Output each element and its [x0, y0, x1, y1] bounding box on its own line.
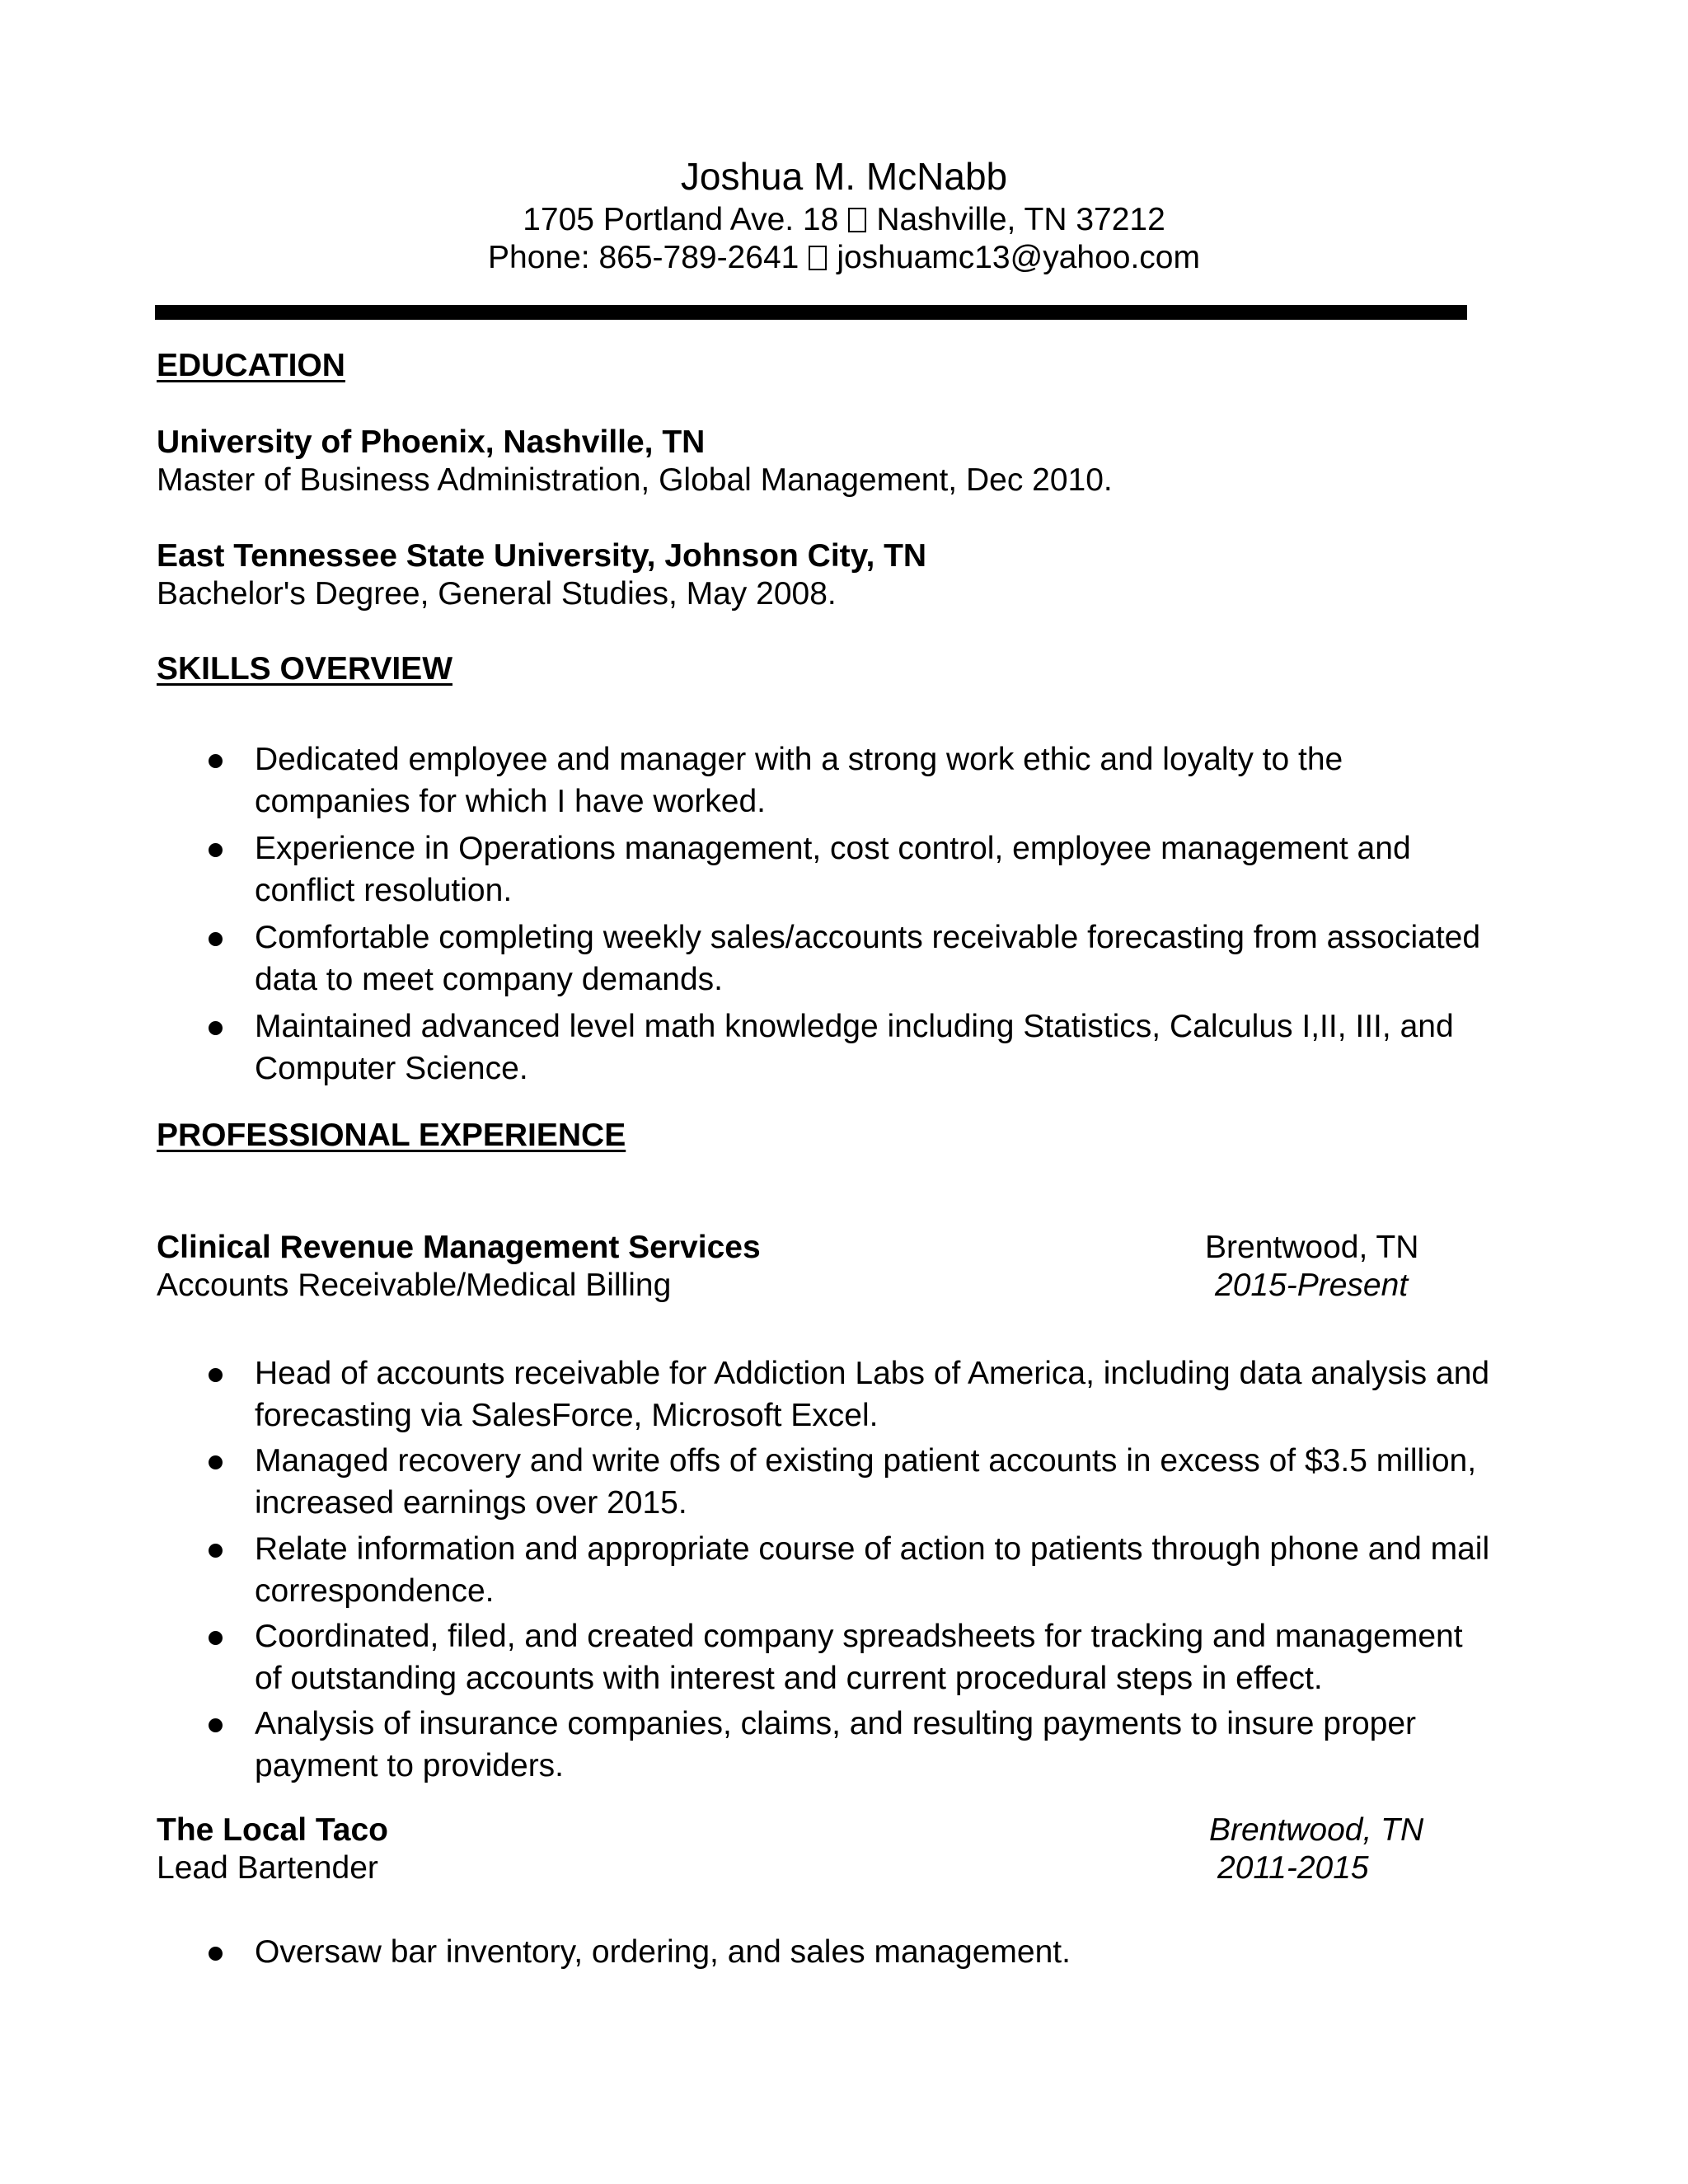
job-dates: 2011-2015 — [1217, 1850, 1369, 1886]
bullet-icon — [209, 1455, 223, 1469]
bullet-icon — [209, 932, 223, 946]
separator-glyph-icon — [848, 208, 866, 232]
education-heading: EDUCATION — [157, 348, 345, 383]
job-dates: 2015-Present — [1215, 1268, 1409, 1303]
address-street: 1705 Portland Ave. 18 — [523, 202, 839, 237]
job-company: The Local Taco — [157, 1812, 388, 1848]
list-item: Comfortable completing weekly sales/accounts receivable forecasting from associated data to meet company demands. — [255, 920, 1481, 997]
school-name: University of Phoenix, Nashville, TN — [157, 424, 706, 460]
list-item: Dedicated employee and manager with a strong work ethic and loyalty to the companies for which I have worked. — [255, 742, 1343, 819]
job-title: Lead Bartender — [157, 1850, 378, 1886]
address-city: Nashville, TN 37212 — [876, 202, 1165, 237]
school-degree: Master of Business Administration, Global Management, Dec 2010. — [157, 462, 1113, 498]
list-item: Experience in Operations management, cost control, employee management and conflict resolution. — [255, 831, 1411, 908]
job-company: Clinical Revenue Management Services — [157, 1230, 761, 1265]
list-item: Oversaw bar inventory, ordering, and sales management. — [255, 1934, 1071, 1970]
list-item: Relate information and appropriate course of action to patients through phone and mail correspondence. — [255, 1531, 1490, 1609]
skills-heading: SKILLS OVERVIEW — [157, 651, 452, 687]
header-divider — [155, 305, 1467, 320]
bullet-icon — [209, 843, 223, 857]
school-degree: Bachelor's Degree, General Studies, May 2008. — [157, 576, 837, 612]
list-item: Managed recovery and write offs of existing patient accounts in excess of $3.5 million, increased earnings over 2015. — [255, 1443, 1477, 1521]
bullet-icon — [209, 1021, 223, 1035]
list-item: Head of accounts receivable for Addiction Labs of America, including data analysis and forecasting via SalesForce, Microsoft Excel. — [255, 1356, 1490, 1433]
job-location: Brentwood, TN — [1209, 1812, 1424, 1848]
phone: Phone: 865-789-2641 — [488, 240, 799, 275]
separator-glyph-icon — [809, 246, 827, 270]
bullet-icon — [209, 1544, 223, 1558]
list-item: Analysis of insurance companies, claims, and resulting payments to insure proper payment to providers. — [255, 1706, 1417, 1783]
list-item: Maintained advanced level math knowledge including Statistics, Calculus I,II, III, and Computer Science. — [255, 1009, 1454, 1086]
resume-name: Joshua M. McNabb — [680, 155, 1008, 198]
contact-line — [0, 238, 1688, 278]
email: joshuamc13@yahoo.com — [837, 240, 1200, 275]
bullet-icon — [209, 1947, 223, 1961]
school-name: East Tennessee State University, Johnson City, TN — [157, 538, 927, 574]
job-title: Accounts Receivable/Medical Billing — [157, 1268, 672, 1303]
bullet-icon — [209, 1631, 223, 1645]
address-line — [0, 200, 1688, 240]
bullet-icon — [209, 1718, 223, 1732]
bullet-icon — [209, 754, 223, 768]
job-location: Brentwood, TN — [1205, 1230, 1419, 1265]
bullet-icon — [209, 1368, 223, 1382]
list-item: Coordinated, filed, and created company spreadsheets for tracking and management of outstanding accounts with interest and current procedural steps in effect. — [255, 1619, 1463, 1696]
experience-heading: PROFESSIONAL EXPERIENCE — [157, 1118, 626, 1153]
